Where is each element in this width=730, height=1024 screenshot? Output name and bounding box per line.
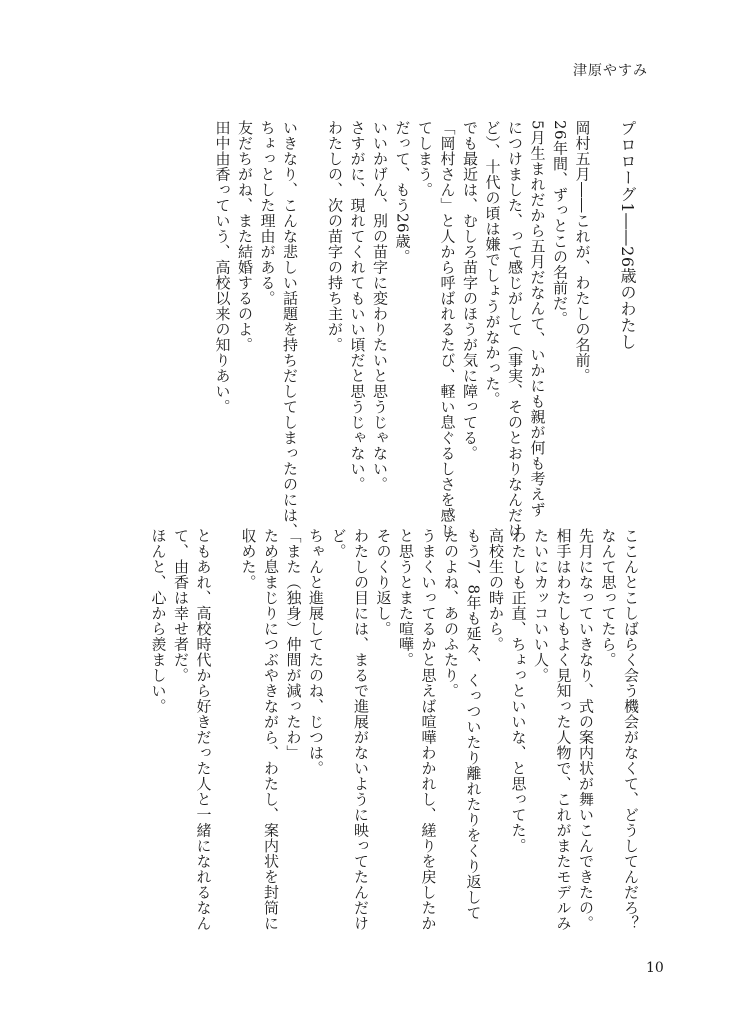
text-line: もう7、8年も延々、くっついたり離れたりをくり返して: [464, 528, 483, 921]
text-line: うまくいってるかと思えば喧嘩わかれし、縒りを戻したか: [419, 528, 438, 931]
text-line: ともあれ、高校時代から好きだった人と一緒になれるなん: [194, 528, 213, 931]
lower-text-block: [147, 528, 642, 938]
text-line: 友だちがね、また結婚するのよ。: [236, 120, 254, 353]
text-line: 「岡村さん」と人から呼ばれるたび、軽い息ぐるしさを感じ: [438, 120, 457, 539]
text-line: でも最近は、むしろ苗字のほうが気に障ってる。: [461, 120, 479, 461]
text-line: さすがに、現れてくれてもいい頃だと思うじゃない。: [348, 120, 367, 492]
text-line: 岡村五月――これが、わたしの名前。: [573, 120, 592, 384]
text-line: いきなり、こんな悲しい話題を持ちだしてしまったのには、: [281, 120, 299, 539]
text-line: ど。: [329, 528, 348, 559]
chapter-title: プロローグ1――26歳のわたし: [618, 120, 637, 351]
text-line: 先月になっていきなり、式の案内状が舞いこんできたの。: [577, 528, 595, 931]
text-line: 「また（独身）仲間が減ったわ」: [284, 528, 303, 761]
text-line: と思うとまた喧嘩。: [397, 528, 415, 668]
text-line: てしまう。: [416, 120, 434, 198]
text-line: なんて思ってたら。: [599, 528, 618, 668]
text-line: わたしも正直、ちょっといいな、と思ってた。: [509, 528, 528, 854]
text-line: て、由香は幸せ者だ。: [172, 528, 190, 683]
text-line: ほんと、心から羨ましい。: [149, 528, 168, 714]
text-line: そのくり返し。: [374, 528, 393, 637]
text-line: ちゃんと進展してたのね、じつは。: [307, 528, 325, 776]
text-line: わたしの、次の苗字の持ち主が。: [326, 120, 344, 353]
text-line: 26年間、ずっとこの名前だ。: [551, 120, 569, 327]
text-line: 相手はわたしもよく見知った人物で、これがまたモデルみ: [554, 528, 573, 931]
text-line: いいかげん、別の苗字に変わりたいと思うじゃない。: [371, 120, 389, 492]
text-line: ため息まじりにつぶやきながら、わたし、案内状を封筒に: [262, 528, 280, 931]
author-name: 津原やすみ: [573, 63, 648, 79]
text-line: 高校生の時から。: [487, 528, 505, 652]
text-line: 収めた。: [239, 528, 258, 590]
text-line: につけました、って感じがして（事実、そのとおりなんだけ: [506, 120, 524, 539]
upper-text-block: [211, 120, 642, 539]
text-line: わたしの目には、まるで進展がないように映ってたんだけ: [352, 528, 370, 931]
text-line: 5月生まれだから五月だなんて、いかにも親が何も考えず: [528, 120, 547, 518]
text-line: たいにカッコいい人。: [532, 528, 550, 683]
text-line: だって、もう26歳。: [393, 120, 412, 265]
paragraph-gap: [215, 528, 238, 938]
text-line: たのよね、あのふたり。: [442, 528, 460, 699]
page-number: 10: [646, 960, 664, 976]
text-line: ちょっとした理由がある。: [258, 120, 277, 306]
text-line: ど）、十代の頃は嫌でしょうがなかった。: [483, 120, 502, 407]
text-line: 田中由香っていう、高校以来の知りあい。: [213, 120, 232, 415]
paragraph-gap: [301, 120, 324, 505]
text-line: ここんとこしばらく会う機会がなくて、どうしてんだろ？: [622, 528, 640, 931]
